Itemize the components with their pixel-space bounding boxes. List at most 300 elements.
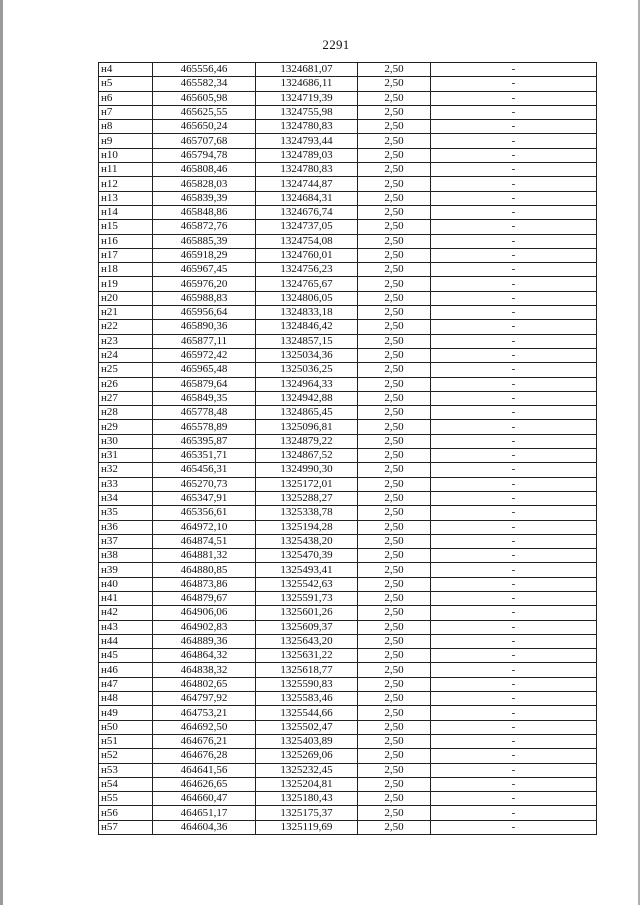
point-id-cell: н23: [99, 334, 153, 348]
y-coordinate-cell: 1324942,88: [256, 391, 358, 405]
note-cell: -: [431, 306, 597, 320]
y-coordinate-cell: 1324865,45: [256, 406, 358, 420]
note-cell: -: [431, 348, 597, 362]
note-cell: -: [431, 91, 597, 105]
point-id-cell: н17: [99, 248, 153, 262]
y-coordinate-cell: 1324833,18: [256, 306, 358, 320]
table-row: [99, 620, 597, 634]
x-coordinate-cell: 464880,85: [153, 563, 256, 577]
table-row: [99, 734, 597, 748]
accuracy-cell: 2,50: [358, 634, 431, 648]
note-cell: -: [431, 606, 597, 620]
table-row: [99, 134, 597, 148]
x-coordinate-cell: 465456,31: [153, 463, 256, 477]
table-row: [99, 677, 597, 691]
table-row: [99, 348, 597, 362]
y-coordinate-cell: 1324857,15: [256, 334, 358, 348]
y-coordinate-cell: 1325542,63: [256, 577, 358, 591]
x-coordinate-cell: 465879,64: [153, 377, 256, 391]
table-row: [99, 277, 597, 291]
y-coordinate-cell: 1325631,22: [256, 649, 358, 663]
point-id-cell: н15: [99, 220, 153, 234]
accuracy-cell: 2,50: [358, 277, 431, 291]
table-row: [99, 91, 597, 105]
page-number: 2291: [322, 37, 350, 52]
table-row: [99, 463, 597, 477]
table-row: [99, 591, 597, 605]
accuracy-cell: 2,50: [358, 291, 431, 305]
accuracy-cell: 2,50: [358, 205, 431, 219]
accuracy-cell: 2,50: [358, 734, 431, 748]
x-coordinate-cell: 464641,56: [153, 763, 256, 777]
x-coordinate-cell: 465778,48: [153, 406, 256, 420]
table-row: [99, 220, 597, 234]
table-row: [99, 563, 597, 577]
note-cell: -: [431, 777, 597, 791]
table-row: [99, 820, 597, 834]
y-coordinate-cell: 1324780,83: [256, 120, 358, 134]
table-row: [99, 663, 597, 677]
x-coordinate-cell: 465556,46: [153, 63, 256, 77]
note-cell: -: [431, 120, 597, 134]
x-coordinate-cell: 465967,45: [153, 263, 256, 277]
y-coordinate-cell: 1324780,83: [256, 163, 358, 177]
y-coordinate-cell: 1325470,39: [256, 549, 358, 563]
accuracy-cell: 2,50: [358, 263, 431, 277]
point-id-cell: н16: [99, 234, 153, 248]
note-cell: -: [431, 620, 597, 634]
y-coordinate-cell: 1325403,89: [256, 734, 358, 748]
point-id-cell: н49: [99, 706, 153, 720]
accuracy-cell: 2,50: [358, 792, 431, 806]
table-row: [99, 177, 597, 191]
x-coordinate-cell: 465872,76: [153, 220, 256, 234]
point-id-cell: н13: [99, 191, 153, 205]
table-row: [99, 105, 597, 119]
x-coordinate-cell: 464660,47: [153, 792, 256, 806]
point-id-cell: н56: [99, 806, 153, 820]
y-coordinate-cell: 1325502,47: [256, 720, 358, 734]
accuracy-cell: 2,50: [358, 491, 431, 505]
point-id-cell: н54: [99, 777, 153, 791]
point-id-cell: н50: [99, 720, 153, 734]
note-cell: -: [431, 663, 597, 677]
accuracy-cell: 2,50: [358, 420, 431, 434]
point-id-cell: н10: [99, 148, 153, 162]
point-id-cell: н27: [99, 391, 153, 405]
point-id-cell: н46: [99, 663, 153, 677]
y-coordinate-cell: 1324754,08: [256, 234, 358, 248]
note-cell: -: [431, 177, 597, 191]
accuracy-cell: 2,50: [358, 620, 431, 634]
table-row: [99, 692, 597, 706]
x-coordinate-cell: 465578,89: [153, 420, 256, 434]
note-cell: -: [431, 248, 597, 262]
x-coordinate-cell: 465625,55: [153, 105, 256, 119]
table-row: [99, 792, 597, 806]
x-coordinate-cell: 465351,71: [153, 449, 256, 463]
y-coordinate-cell: 1325119,69: [256, 820, 358, 834]
x-coordinate-cell: 464797,92: [153, 692, 256, 706]
table-row: [99, 634, 597, 648]
accuracy-cell: 2,50: [358, 663, 431, 677]
note-cell: -: [431, 734, 597, 748]
y-coordinate-cell: 1325096,81: [256, 420, 358, 434]
table-row: [99, 334, 597, 348]
table-row: [99, 606, 597, 620]
point-id-cell: н14: [99, 205, 153, 219]
accuracy-cell: 2,50: [358, 320, 431, 334]
accuracy-cell: 2,50: [358, 449, 431, 463]
table-row: [99, 291, 597, 305]
table-row: [99, 477, 597, 491]
note-cell: -: [431, 234, 597, 248]
y-coordinate-cell: 1324806,05: [256, 291, 358, 305]
note-cell: -: [431, 806, 597, 820]
y-coordinate-cell: 1325175,37: [256, 806, 358, 820]
point-id-cell: н11: [99, 163, 153, 177]
table-row: [99, 706, 597, 720]
note-cell: -: [431, 163, 597, 177]
y-coordinate-cell: 1324867,52: [256, 449, 358, 463]
accuracy-cell: 2,50: [358, 306, 431, 320]
accuracy-cell: 2,50: [358, 591, 431, 605]
accuracy-cell: 2,50: [358, 234, 431, 248]
note-cell: -: [431, 63, 597, 77]
point-id-cell: н31: [99, 449, 153, 463]
x-coordinate-cell: 464692,50: [153, 720, 256, 734]
point-id-cell: н7: [99, 105, 153, 119]
table-row: [99, 248, 597, 262]
table-row: [99, 77, 597, 91]
y-coordinate-cell: 1325269,06: [256, 749, 358, 763]
note-cell: -: [431, 191, 597, 205]
note-cell: -: [431, 420, 597, 434]
note-cell: -: [431, 549, 597, 563]
note-cell: -: [431, 320, 597, 334]
table-row: [99, 148, 597, 162]
y-coordinate-cell: 1324737,05: [256, 220, 358, 234]
x-coordinate-cell: 464873,86: [153, 577, 256, 591]
note-cell: -: [431, 820, 597, 834]
table-row: [99, 205, 597, 219]
accuracy-cell: 2,50: [358, 563, 431, 577]
y-coordinate-cell: 1324846,42: [256, 320, 358, 334]
point-id-cell: н32: [99, 463, 153, 477]
note-cell: -: [431, 720, 597, 734]
note-cell: -: [431, 134, 597, 148]
y-coordinate-cell: 1324744,87: [256, 177, 358, 191]
table-row: [99, 749, 597, 763]
point-id-cell: н4: [99, 63, 153, 77]
y-coordinate-cell: 1325438,20: [256, 534, 358, 548]
table-row: [99, 306, 597, 320]
y-coordinate-cell: 1325618,77: [256, 663, 358, 677]
y-coordinate-cell: 1325493,41: [256, 563, 358, 577]
y-coordinate-cell: 1324686,11: [256, 77, 358, 91]
table-row: [99, 120, 597, 134]
table-row: [99, 777, 597, 791]
note-cell: -: [431, 506, 597, 520]
table-row: [99, 549, 597, 563]
y-coordinate-cell: 1325194,28: [256, 520, 358, 534]
point-id-cell: н39: [99, 563, 153, 577]
y-coordinate-cell: 1324681,07: [256, 63, 358, 77]
accuracy-cell: 2,50: [358, 63, 431, 77]
y-coordinate-cell: 1325034,36: [256, 348, 358, 362]
page-edge-left: [0, 0, 3, 905]
y-coordinate-cell: 1325583,46: [256, 692, 358, 706]
x-coordinate-cell: 465270,73: [153, 477, 256, 491]
y-coordinate-cell: 1324719,39: [256, 91, 358, 105]
accuracy-cell: 2,50: [358, 91, 431, 105]
note-cell: -: [431, 77, 597, 91]
accuracy-cell: 2,50: [358, 120, 431, 134]
note-cell: -: [431, 334, 597, 348]
point-id-cell: н52: [99, 749, 153, 763]
point-id-cell: н20: [99, 291, 153, 305]
x-coordinate-cell: 465918,29: [153, 248, 256, 262]
note-cell: -: [431, 563, 597, 577]
accuracy-cell: 2,50: [358, 606, 431, 620]
note-cell: -: [431, 792, 597, 806]
table-row: [99, 806, 597, 820]
y-coordinate-cell: 1325172,01: [256, 477, 358, 491]
point-id-cell: н51: [99, 734, 153, 748]
table-row: [99, 577, 597, 591]
note-cell: -: [431, 277, 597, 291]
table-row: [99, 63, 597, 77]
table-row: [99, 363, 597, 377]
x-coordinate-cell: 464879,67: [153, 591, 256, 605]
note-cell: -: [431, 291, 597, 305]
point-id-cell: н24: [99, 348, 153, 362]
table-row: [99, 763, 597, 777]
accuracy-cell: 2,50: [358, 363, 431, 377]
y-coordinate-cell: 1324676,74: [256, 205, 358, 219]
accuracy-cell: 2,50: [358, 148, 431, 162]
point-id-cell: н40: [99, 577, 153, 591]
accuracy-cell: 2,50: [358, 577, 431, 591]
table-row: [99, 391, 597, 405]
accuracy-cell: 2,50: [358, 177, 431, 191]
note-cell: -: [431, 263, 597, 277]
note-cell: -: [431, 591, 597, 605]
y-coordinate-cell: 1324793,44: [256, 134, 358, 148]
accuracy-cell: 2,50: [358, 749, 431, 763]
point-id-cell: н12: [99, 177, 153, 191]
note-cell: -: [431, 477, 597, 491]
point-id-cell: н25: [99, 363, 153, 377]
accuracy-cell: 2,50: [358, 777, 431, 791]
note-cell: -: [431, 649, 597, 663]
x-coordinate-cell: 464889,36: [153, 634, 256, 648]
table-row: [99, 449, 597, 463]
note-cell: -: [431, 105, 597, 119]
x-coordinate-cell: 465395,87: [153, 434, 256, 448]
y-coordinate-cell: 1324789,03: [256, 148, 358, 162]
accuracy-cell: 2,50: [358, 377, 431, 391]
x-coordinate-cell: 464972,10: [153, 520, 256, 534]
point-id-cell: н55: [99, 792, 153, 806]
point-id-cell: н26: [99, 377, 153, 391]
accuracy-cell: 2,50: [358, 105, 431, 119]
x-coordinate-cell: 464676,28: [153, 749, 256, 763]
x-coordinate-cell: 465849,35: [153, 391, 256, 405]
note-cell: -: [431, 763, 597, 777]
x-coordinate-cell: 465650,24: [153, 120, 256, 134]
table-row: [99, 191, 597, 205]
point-id-cell: н47: [99, 677, 153, 691]
x-coordinate-cell: 465988,83: [153, 291, 256, 305]
accuracy-cell: 2,50: [358, 391, 431, 405]
accuracy-cell: 2,50: [358, 549, 431, 563]
table-row: [99, 420, 597, 434]
point-id-cell: н35: [99, 506, 153, 520]
note-cell: -: [431, 706, 597, 720]
x-coordinate-cell: 465848,86: [153, 205, 256, 219]
point-id-cell: н37: [99, 534, 153, 548]
accuracy-cell: 2,50: [358, 477, 431, 491]
y-coordinate-cell: 1324964,33: [256, 377, 358, 391]
point-id-cell: н38: [99, 549, 153, 563]
x-coordinate-cell: 465956,64: [153, 306, 256, 320]
x-coordinate-cell: 465965,48: [153, 363, 256, 377]
x-coordinate-cell: 464802,65: [153, 677, 256, 691]
x-coordinate-cell: 465356,61: [153, 506, 256, 520]
point-id-cell: н44: [99, 634, 153, 648]
x-coordinate-cell: 464864,32: [153, 649, 256, 663]
accuracy-cell: 2,50: [358, 706, 431, 720]
table-row: [99, 720, 597, 734]
accuracy-cell: 2,50: [358, 806, 431, 820]
table-row: [99, 234, 597, 248]
y-coordinate-cell: 1325180,43: [256, 792, 358, 806]
x-coordinate-cell: 465890,36: [153, 320, 256, 334]
point-id-cell: н19: [99, 277, 153, 291]
x-coordinate-cell: 465605,98: [153, 91, 256, 105]
point-id-cell: н41: [99, 591, 153, 605]
x-coordinate-cell: 464906,06: [153, 606, 256, 620]
table-row: [99, 263, 597, 277]
y-coordinate-cell: 1324990,30: [256, 463, 358, 477]
y-coordinate-cell: 1324765,67: [256, 277, 358, 291]
point-id-cell: н53: [99, 763, 153, 777]
accuracy-cell: 2,50: [358, 334, 431, 348]
accuracy-cell: 2,50: [358, 434, 431, 448]
x-coordinate-cell: 464676,21: [153, 734, 256, 748]
y-coordinate-cell: 1325609,37: [256, 620, 358, 634]
x-coordinate-cell: 464902,83: [153, 620, 256, 634]
point-id-cell: н43: [99, 620, 153, 634]
x-coordinate-cell: 465839,39: [153, 191, 256, 205]
note-cell: -: [431, 205, 597, 219]
x-coordinate-cell: 464604,36: [153, 820, 256, 834]
accuracy-cell: 2,50: [358, 348, 431, 362]
note-cell: -: [431, 449, 597, 463]
note-cell: -: [431, 749, 597, 763]
y-coordinate-cell: 1324684,31: [256, 191, 358, 205]
accuracy-cell: 2,50: [358, 820, 431, 834]
accuracy-cell: 2,50: [358, 220, 431, 234]
x-coordinate-cell: 465707,68: [153, 134, 256, 148]
y-coordinate-cell: 1325288,27: [256, 491, 358, 505]
y-coordinate-cell: 1325591,73: [256, 591, 358, 605]
note-cell: -: [431, 634, 597, 648]
coordinates-table-body: [99, 63, 597, 835]
accuracy-cell: 2,50: [358, 520, 431, 534]
x-coordinate-cell: 464753,21: [153, 706, 256, 720]
point-id-cell: н36: [99, 520, 153, 534]
y-coordinate-cell: 1324756,23: [256, 263, 358, 277]
x-coordinate-cell: 465972,42: [153, 348, 256, 362]
accuracy-cell: 2,50: [358, 134, 431, 148]
y-coordinate-cell: 1325643,20: [256, 634, 358, 648]
accuracy-cell: 2,50: [358, 248, 431, 262]
y-coordinate-cell: 1325590,83: [256, 677, 358, 691]
table-row: [99, 534, 597, 548]
note-cell: -: [431, 148, 597, 162]
point-id-cell: н29: [99, 420, 153, 434]
accuracy-cell: 2,50: [358, 77, 431, 91]
accuracy-cell: 2,50: [358, 692, 431, 706]
x-coordinate-cell: 465582,34: [153, 77, 256, 91]
note-cell: -: [431, 220, 597, 234]
y-coordinate-cell: 1325601,26: [256, 606, 358, 620]
x-coordinate-cell: 464874,51: [153, 534, 256, 548]
table-row: [99, 320, 597, 334]
y-coordinate-cell: 1325036,25: [256, 363, 358, 377]
accuracy-cell: 2,50: [358, 163, 431, 177]
x-coordinate-cell: 465877,11: [153, 334, 256, 348]
note-cell: -: [431, 677, 597, 691]
x-coordinate-cell: 465808,46: [153, 163, 256, 177]
x-coordinate-cell: 464881,32: [153, 549, 256, 563]
y-coordinate-cell: 1324879,22: [256, 434, 358, 448]
accuracy-cell: 2,50: [358, 463, 431, 477]
x-coordinate-cell: 465885,39: [153, 234, 256, 248]
y-coordinate-cell: 1325232,45: [256, 763, 358, 777]
accuracy-cell: 2,50: [358, 534, 431, 548]
point-id-cell: н21: [99, 306, 153, 320]
note-cell: -: [431, 491, 597, 505]
coordinates-table: [98, 62, 597, 835]
table-row: [99, 649, 597, 663]
table-row: [99, 406, 597, 420]
table-row: [99, 434, 597, 448]
point-id-cell: н9: [99, 134, 153, 148]
point-id-cell: н30: [99, 434, 153, 448]
point-id-cell: н48: [99, 692, 153, 706]
point-id-cell: н22: [99, 320, 153, 334]
note-cell: -: [431, 463, 597, 477]
x-coordinate-cell: 464651,17: [153, 806, 256, 820]
x-coordinate-cell: 465347,91: [153, 491, 256, 505]
note-cell: -: [431, 534, 597, 548]
point-id-cell: н28: [99, 406, 153, 420]
point-id-cell: н42: [99, 606, 153, 620]
note-cell: -: [431, 434, 597, 448]
x-coordinate-cell: 465828,03: [153, 177, 256, 191]
note-cell: -: [431, 391, 597, 405]
y-coordinate-cell: 1325544,66: [256, 706, 358, 720]
note-cell: -: [431, 577, 597, 591]
point-id-cell: н45: [99, 649, 153, 663]
table-row: [99, 377, 597, 391]
x-coordinate-cell: 465976,20: [153, 277, 256, 291]
point-id-cell: н8: [99, 120, 153, 134]
note-cell: -: [431, 377, 597, 391]
